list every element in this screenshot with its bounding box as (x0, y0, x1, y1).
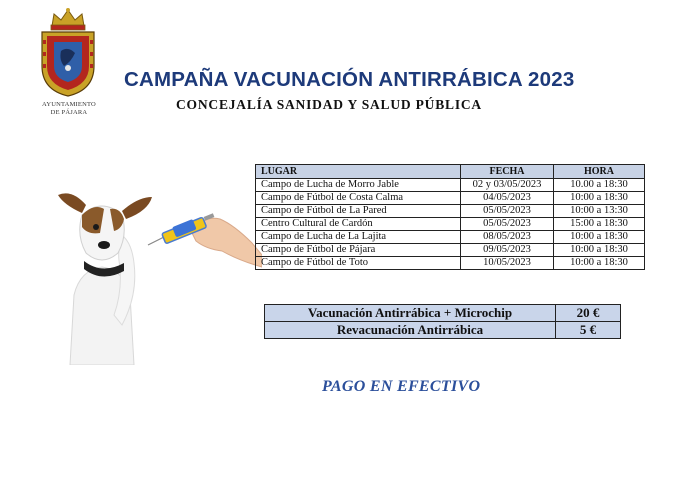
cell-fecha: 02 y 03/05/2023 (461, 179, 554, 192)
dog-with-syringe-photo (52, 175, 262, 365)
table-row (256, 257, 645, 270)
cell-fecha: 05/05/2023 (461, 218, 554, 231)
cell-lugar: Campo de Fútbol de La Pared (256, 205, 461, 218)
page-subtitle: CONCEJALÍA SANIDAD Y SALUD PÚBLICA (176, 97, 482, 112)
column-header-hora: HORA (554, 165, 645, 179)
prices-table (264, 304, 621, 339)
cell-lugar: Centro Cultural de Cardón (256, 218, 461, 231)
cell-lugar: Campo de Fútbol de Toto (256, 257, 461, 270)
cell-hora: 15:00 a 18:30 (554, 218, 645, 231)
cell-lugar: Campo de Fútbol de Costa Calma (256, 192, 461, 205)
page-title: CAMPAÑA VACUNACIÓN ANTIRRÁBICA 2023 (124, 68, 575, 91)
cell-hora: 10:00 a 18:30 (554, 231, 645, 244)
price-row (265, 305, 621, 322)
cell-fecha: 09/05/2023 (461, 244, 554, 257)
price-concept: Vacunación Antirrábica + Microchip (265, 305, 556, 322)
table-row (256, 244, 645, 257)
cell-fecha: 10/05/2023 (461, 257, 554, 270)
cell-lugar: Campo de Lucha de Morro Jable (256, 179, 461, 192)
cell-hora: 10:00 a 18:30 (554, 257, 645, 270)
cell-lugar: Campo de Lucha de La Lajita (256, 231, 461, 244)
cell-fecha: 08/05/2023 (461, 231, 554, 244)
price-concept: Revacunación Antirrábica (265, 322, 556, 339)
cell-hora: 10:00 a 18:30 (554, 192, 645, 205)
coat-of-arms-icon (34, 6, 102, 98)
table-row (256, 205, 645, 218)
cell-lugar: Campo de Fútbol de Pájara (256, 244, 461, 257)
column-header-fecha: FECHA (461, 165, 554, 179)
price-row (265, 322, 621, 339)
price-value: 20 € (556, 305, 621, 322)
column-header-lugar: LUGAR (256, 165, 461, 179)
schedule-header-row (256, 165, 645, 179)
cell-fecha: 04/05/2023 (461, 192, 554, 205)
cell-hora: 10:00 a 13:30 (554, 205, 645, 218)
table-row (256, 192, 645, 205)
table-row (256, 218, 645, 231)
schedule-table (255, 164, 645, 270)
table-row (256, 231, 645, 244)
table-row (256, 179, 645, 192)
price-value: 5 € (556, 322, 621, 339)
cell-fecha: 05/05/2023 (461, 205, 554, 218)
payment-method: PAGO EN EFECTIVO (322, 378, 481, 395)
cell-hora: 10.00 a 18:30 (554, 179, 645, 192)
municipality-label: AYUNTAMIENTO DE PÁJARA (42, 101, 96, 116)
cell-hora: 10:00 a 18:30 (554, 244, 645, 257)
